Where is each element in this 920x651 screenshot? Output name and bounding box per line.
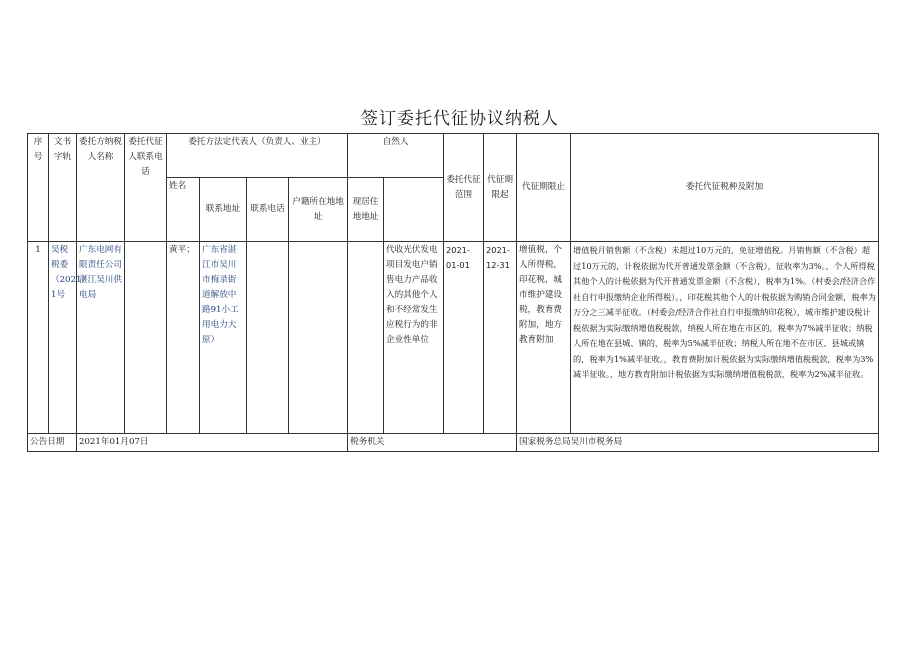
header-address: 联系地址 (200, 178, 247, 242)
cell-household-addr (289, 242, 348, 434)
cell-client-name: 广东电网有限责任公司湛江吴川供电局 (77, 242, 125, 434)
header-name: 姓名 (167, 178, 200, 242)
cell-address: 广东省湛江市吴川市梅录街道解放中路91小工用电力大原） (200, 242, 247, 434)
cell-basis: 增值税月销售额（不含税）未超过10万元的，免征增值税。月销售额（不含税）超过10万元的，计税依据为代开普通发票金额（不含税），征收率为3%。，个人所得税其他个人的计税依据为代开普通发票金额（不含税），税率为1%。（村委会/经济合作社自行申报缴纳企业所得税）。，印花税其他个人的计税依据为购销合同金额，税率为万分之三减半征收。（村委会/经济合作社自行申报缴纳印花税），城市维护建设税计税依据为实际缴纳增值税税款，纳税人所在地在市区的，税率为7%减半征收；纳税人所在地在县城、镇的，税率为5%减半征收；纳税人所在地不在市区、县城或镇的，税率为1%减半征收。，教育费附加计税依据为实际缴纳增值税税款，税率为3%减半征收。，地方教育附加计税依据为实际缴纳增值税税款，税率为2%减半征收。 (571, 242, 879, 434)
header-household-addr: 户籍所在地地址 (289, 178, 348, 242)
footer-authority-value: 国家税务总局吴川市税务局 (517, 434, 879, 452)
cell-rep-name: 黄平； (167, 242, 200, 434)
footer-authority-label: 税务机关 (348, 434, 517, 452)
cell-tax-types: 增值税，个人所得税，印花税，城市维护建设税，教育费附加，地方教育附加 (517, 242, 571, 434)
cell-doc-no: 吴税税委（2021）1号 (49, 242, 77, 434)
header-end: 代征期限止 (517, 134, 571, 242)
header-client-phone: 委托代征人联系电话 (125, 134, 167, 242)
cell-phone (247, 242, 289, 434)
header-natural-person: 自然人 (348, 134, 444, 178)
cell-residence-addr (348, 242, 384, 434)
header-residence-addr: 现居住地地址 (348, 178, 384, 242)
header-scope: 委托代征范围 (444, 134, 484, 242)
cell-start: 2021-01-01 (444, 242, 484, 434)
document-title: 签订委托代征协议纳税人 (361, 109, 559, 129)
table-row (28, 242, 879, 434)
header-tax-types: 委托代征税种及附加 (571, 134, 879, 242)
cell-seq: 1 (28, 242, 49, 434)
header-client-name: 委托方纳税人名称 (77, 134, 125, 242)
header-doc-no: 文书字轨 (49, 134, 77, 242)
header-start: 代征期限起 (484, 134, 517, 242)
header-phone: 联系电话 (247, 178, 289, 242)
footer-row (28, 434, 879, 452)
header-row-1 (28, 134, 879, 178)
footer-date-label: 公告日期 (28, 434, 77, 452)
header-legal-rep: 委托方法定代表人（负责人、业主） (167, 134, 348, 178)
taxpayer-table (27, 133, 879, 452)
footer-date-value: 2021年01月07日 (77, 434, 348, 452)
header-seq: 序号 (28, 134, 49, 242)
cell-scope: 代收光伏发电项目发电户销售电力产品收入的其他个人和不经常发生应税行为的非企业性单位 (384, 242, 444, 434)
cell-client-phone (125, 242, 167, 434)
cell-end: 2021-12-31 (484, 242, 517, 434)
